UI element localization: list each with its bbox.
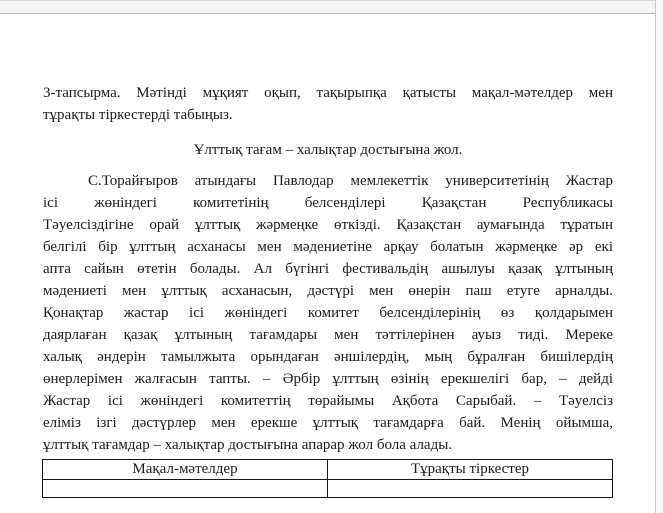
body-paragraph — [43, 170, 613, 456]
paragraph-line: Жастар ісі жөніндегі комитеттің төрайымы Ақбота Сарыбай. – Тәуелсіз — [43, 393, 613, 409]
paragraph-line: өнерлерімен жалғасын тапты. – Әрбір ұлттың өзінің ерекшелігі бар, – дейді — [43, 371, 613, 387]
paragraph-line: Қонақтар жастар ісі жөніндегі комитет белсенділерінің өз қолдарымен — [43, 305, 613, 321]
table-header-turakty-tirkester: Тұрақты тіркестер — [328, 460, 613, 480]
table-header-row — [43, 460, 613, 480]
paragraph-line: апта сайын өтетін болады. Ал бүгінгі фестивальдің ашылуы қазақ ұлтының — [43, 261, 613, 277]
window-top-bar — [0, 0, 655, 14]
paragraph-line: даярлаған қазақ ұлтының тағамдары мен тәттілерінен ауыз тиді. Мереке — [43, 327, 613, 343]
page-right-gutter — [656, 0, 663, 513]
paragraph-line: халық әндерін тамылжыта орындаған әншілердің, мың бұралған бишілердің — [43, 349, 613, 365]
paragraph-line: Тәуелсіздігіне орай ұлттық жәрмеңке өткізді. Қазақстан аумағында тұратын — [43, 217, 613, 233]
paragraph-line: С.Торайғыров атындағы Павлодар мемлекеттік университетінің Жастар — [88, 173, 613, 189]
table-answer-row — [43, 480, 613, 498]
answer-cell-makal-matelder[interactable] — [43, 480, 328, 498]
paragraph-line: мәдениеті мен ұлттық асханасын, дәстүрі мен өнерін паш етуге арналды. — [43, 283, 613, 299]
document-title: Ұлттық тағам – халықтар достығына жол. — [193, 142, 463, 158]
paragraph-line: ұлттық тағамдар – халықтар достығына апарар жол бола алады. — [43, 437, 453, 453]
task-instruction-line: тұрақты тіркестерді табыңыз. — [43, 107, 233, 123]
table-header-makal-matelder: Мақал-мәтелдер — [43, 460, 328, 480]
paragraph-line: белгілі бір ұлттың асханасы мен мәдениетіне арқау болатын жәрмеңке әр екі — [43, 239, 613, 255]
answer-table — [42, 459, 613, 498]
paragraph-line: еліміз ізгі дәстүрлер мен ерекше ұлттық тағамдарға бай. Менің ойымша, — [43, 415, 613, 431]
paragraph-line: ісі жөніндегі комитетінің белсенділері Қазақстан Республикасы — [43, 195, 613, 211]
task-instruction — [43, 82, 613, 126]
answer-cell-turakty-tirkester[interactable] — [328, 480, 613, 498]
task-instruction-line: 3-тапсырма. Мәтінді мұқият оқып, тақырыпқа қатысты мақал-мәтелдер мен — [43, 85, 613, 101]
